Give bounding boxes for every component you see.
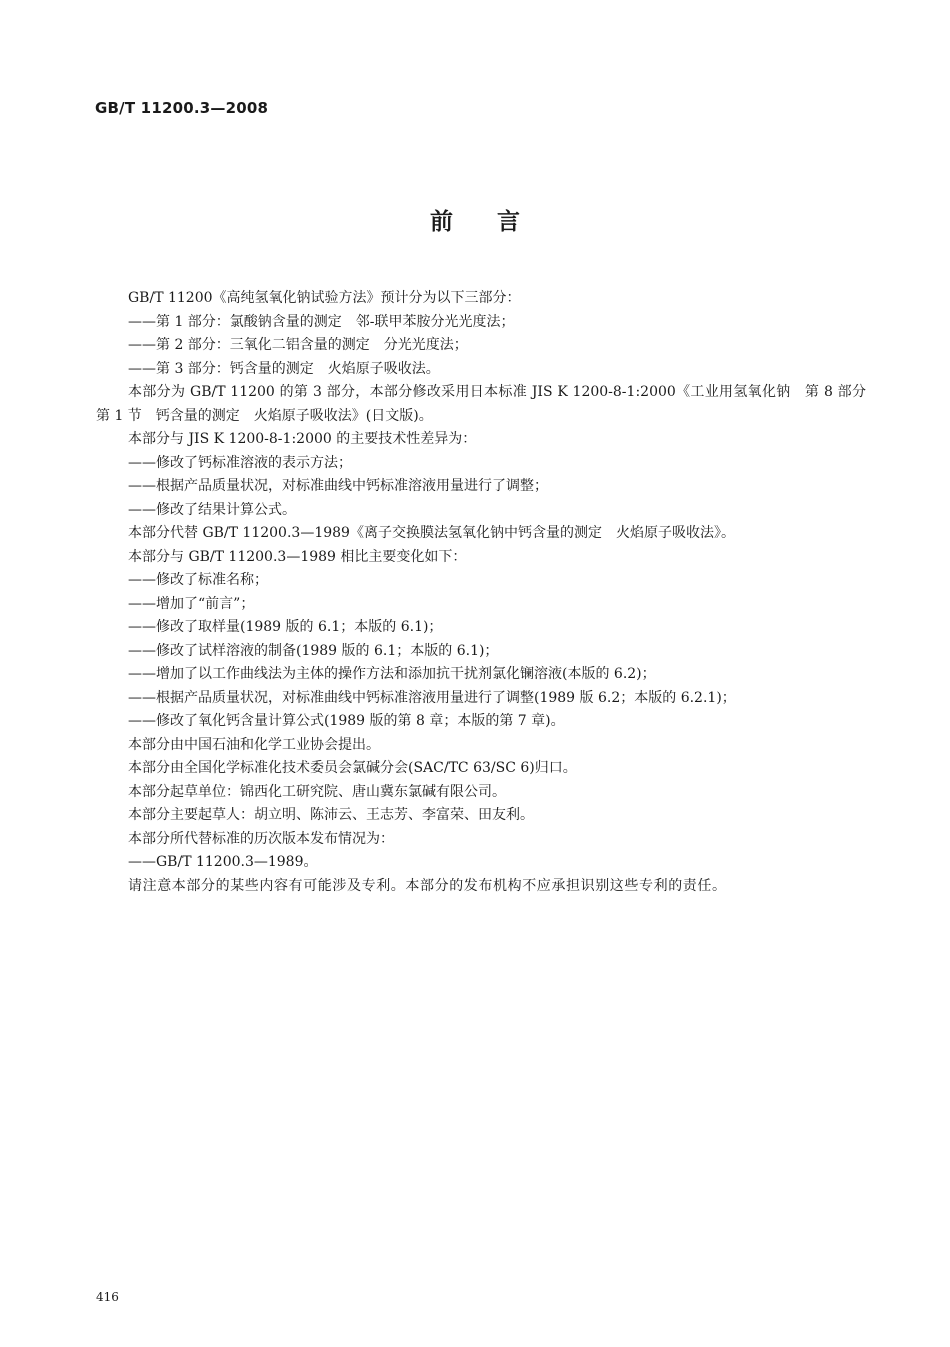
page-title [0, 203, 950, 236]
list-item-difference-1: ——修改了钙标准溶液的表示方法； [128, 454, 352, 471]
paragraph-changes: 本部分与 GB/T 11200.3—1989 相比主要变化如下： [128, 548, 467, 565]
paragraph-drafting-units: 本部分起草单位：锦西化工研究院、唐山冀东氯碱有限公司。 [128, 783, 506, 800]
list-item-change-1: ——修改了标准名称； [128, 572, 268, 588]
list-item-change-3: ——修改了取样量(1989 版的 6.1；本版的 6.1)； [128, 619, 443, 635]
list-item-change-7: ——修改了氧化钙含量计算公式(1989 版的第 8 章；本版的第 7 章)。 [128, 713, 565, 729]
paragraph-replaces: 本部分代替 GB/T 11200.3—1989《离子交换膜法氢氧化钠中钙含量的测定 火焰原子吸收法》。 [128, 525, 735, 541]
list-item-part-3: ——第 3 部分：钙含量的测定 火焰原子吸收法。 [128, 360, 440, 377]
list-item-difference-3: ——修改了结果计算公式。 [128, 501, 296, 518]
paragraph-drafters: 本部分主要起草人：胡立明、陈沛云、王志芳、李富荣、田友利。 [128, 807, 534, 823]
paragraph-patent-notice: 请注意本部分的某些内容有可能涉及专利。本部分的发布机构不应承担识别这些专利的责任。 [128, 877, 727, 894]
list-item-part-1: ——第 1 部分：氯酸钠含量的测定 邻-联甲苯胺分光光度法； [128, 313, 515, 330]
standard-number: GB/T 11200.3—2008 [95, 99, 269, 117]
title-char-1: 前 [430, 209, 453, 235]
paragraph-adoption: 本部分为 GB/T 11200 的第 3 部分，本部分修改采用日本标准 JIS K 1200-8-1:2000《工业用氢氧化钠 第 8 部分 第 1 节 钙含量的测定 火焰原子吸收法》(日文版)。 [96, 384, 880, 424]
list-item-change-2: ——增加了“前言”； [128, 595, 255, 612]
paragraph-centralized: 本部分由全国化学标准化技术委员会氯碱分会(SAC/TC 63/SC 6)归口。 [128, 760, 577, 776]
page-number: 416 [96, 1290, 119, 1304]
paragraph-proposer: 本部分由中国石油和化学工业协会提出。 [128, 736, 380, 753]
paragraph-differences: 本部分与 JIS K 1200-8-1:2000 的主要技术性差异为： [128, 431, 477, 447]
paragraph-intro: GB/T 11200《高纯氢氧化钠试验方法》预计分为以下三部分： [128, 290, 521, 306]
list-item-change-6: ——根据产品质量状况，对标准曲线中钙标准溶液用量进行了调整(1989 版 6.2；本版的 6.2.1)； [128, 689, 736, 706]
list-item-history-1: ——GB/T 11200.3—1989。 [128, 854, 318, 870]
list-item-change-4: ——修改了试样溶液的制备(1989 版的 6.1；本版的 6.1)； [128, 642, 499, 659]
title-char-2: 言 [497, 209, 520, 235]
list-item-change-5: ——增加了以工作曲线法为主体的操作方法和添加抗干扰剂氯化镧溶液(本版的 6.2)； [128, 666, 656, 682]
foreword-body [96, 287, 880, 898]
list-item-difference-2: ——根据产品质量状况，对标准曲线中钙标准溶液用量进行了调整； [128, 478, 548, 494]
paragraph-history: 本部分所代替标准的历次版本发布情况为： [128, 830, 394, 847]
list-item-part-2: ——第 2 部分：三氧化二铝含量的测定 分光光度法； [128, 337, 468, 353]
